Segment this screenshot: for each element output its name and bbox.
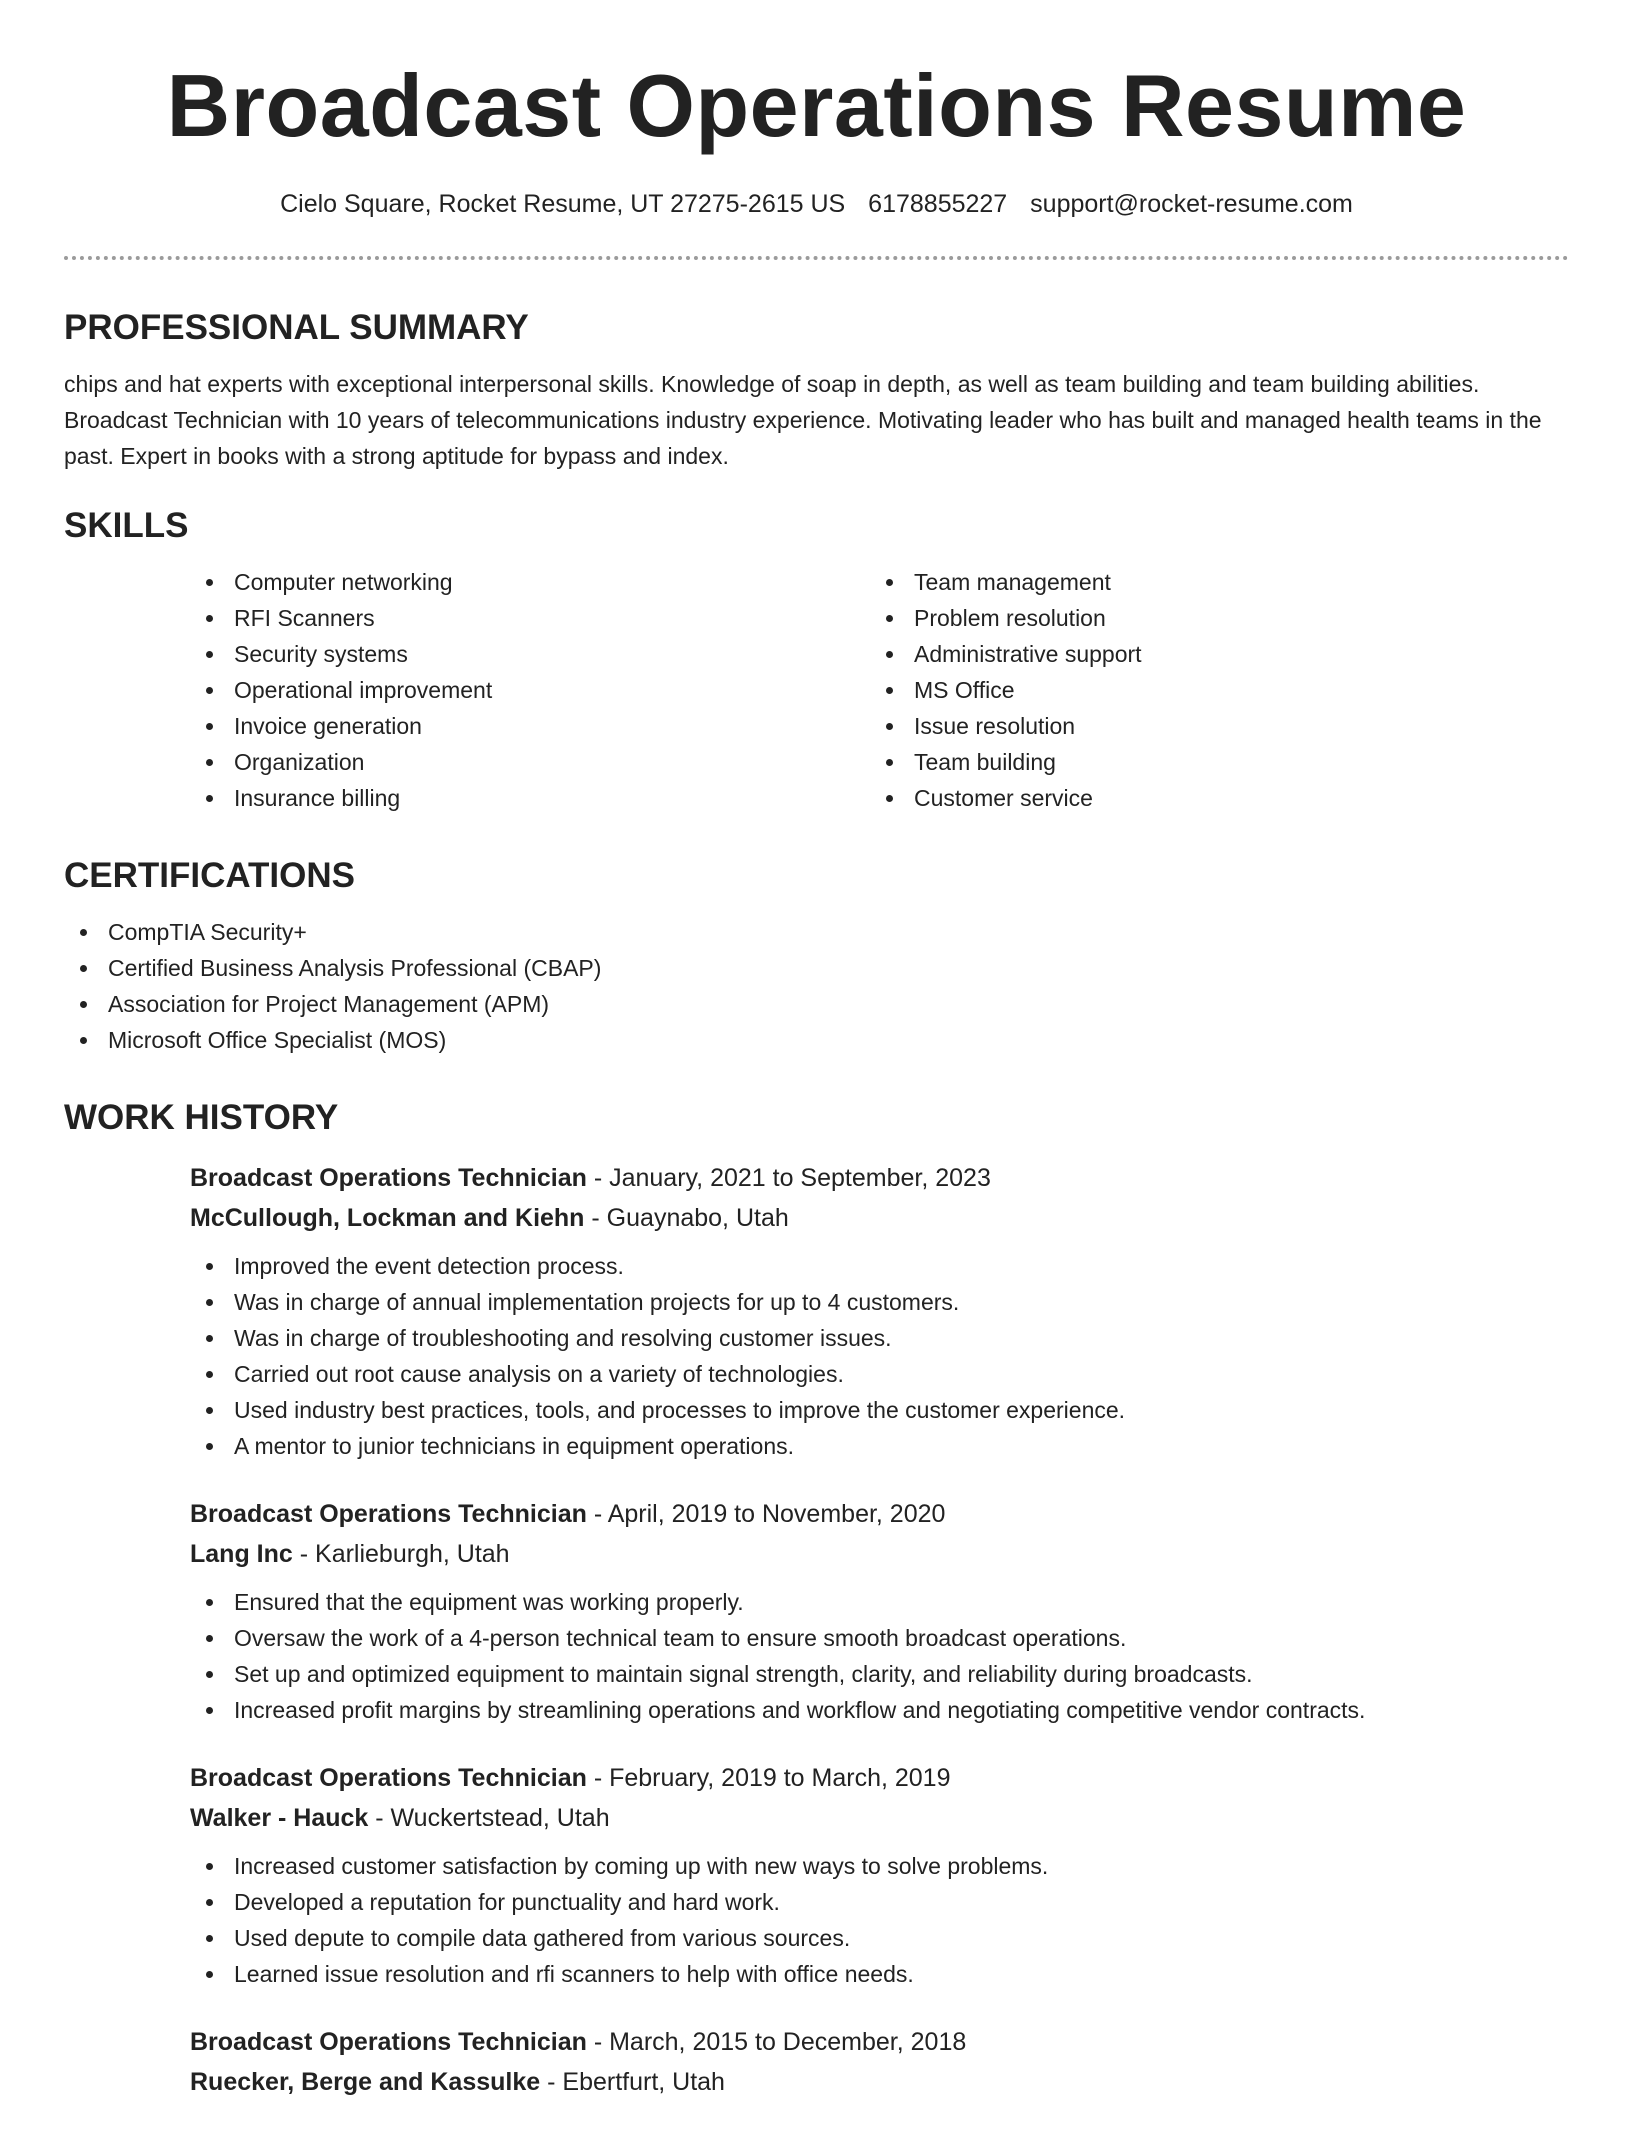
skill-item: RFI Scanners xyxy=(190,600,870,636)
skill-item: Security systems xyxy=(190,636,870,672)
skill-item: Issue resolution xyxy=(870,708,1550,744)
job-bullet: Improved the event detection process. xyxy=(190,1248,1569,1284)
job-title-line xyxy=(190,1494,1569,1534)
job-location: - Ebertfurt, Utah xyxy=(540,2068,725,2096)
skill-item: Team building xyxy=(870,744,1550,780)
skills-columns xyxy=(190,564,1569,816)
certifications-section xyxy=(64,854,1569,1058)
job-entry xyxy=(190,1158,1569,1464)
job-bullet: Used industry best practices, tools, and processes to improve the customer experience. xyxy=(190,1392,1569,1428)
work-history-heading: WORK HISTORY xyxy=(64,1098,339,1137)
certification-item: CompTIA Security+ xyxy=(64,914,1569,950)
resume-header xyxy=(64,56,1569,260)
header-divider xyxy=(64,256,1569,260)
job-bullets xyxy=(190,1584,1569,1728)
skill-item: Administrative support xyxy=(870,636,1550,672)
job-bullet: Used depute to compile data gathered from various sources. xyxy=(190,1920,1569,1956)
job-dates: - March, 2015 to December, 2018 xyxy=(586,2028,967,2056)
contact-phone: 6178855227 xyxy=(868,190,1008,218)
job-bullets xyxy=(190,1248,1569,1464)
skill-item: Operational improvement xyxy=(190,672,870,708)
summary-text: chips and hat experts with exceptional interpersonal skills. Knowledge of soap in depth, as well as team building and team building abilities. Broadcast Technician with 10 years of telecommunications industry experience. Motivating leader who has built and managed health teams in the past. Expert in books with a strong aptitude for bypass and index. xyxy=(64,371,1542,469)
skills-heading: SKILLS xyxy=(64,506,189,545)
skill-item: Insurance billing xyxy=(190,780,870,816)
certification-item: Association for Project Management (APM) xyxy=(64,986,1569,1022)
skill-item: MS Office xyxy=(870,672,1550,708)
job-bullet: Carried out root cause analysis on a variety of technologies. xyxy=(190,1356,1569,1392)
job-entry xyxy=(190,1494,1569,1728)
certification-item: Certified Business Analysis Professional (CBAP) xyxy=(64,950,1569,986)
work-history-section xyxy=(64,1096,1569,2102)
certifications-heading: CERTIFICATIONS xyxy=(64,856,356,895)
job-title: Broadcast Operations Technician xyxy=(190,2028,587,2056)
job-company: Lang Inc xyxy=(190,1540,293,1568)
job-company: Walker - Hauck xyxy=(190,1804,369,1832)
job-bullets xyxy=(190,1848,1569,1992)
job-title: Broadcast Operations Technician xyxy=(190,1500,587,1528)
job-dates: - February, 2019 to March, 2019 xyxy=(586,1764,951,1792)
job-bullet: Was in charge of annual implementation projects for up to 4 customers. xyxy=(190,1284,1569,1320)
job-company-line xyxy=(190,2062,1569,2102)
resume-title: Broadcast Operations Resume xyxy=(166,56,1467,155)
skill-item: Computer networking xyxy=(190,564,870,600)
job-company: Ruecker, Berge and Kassulke xyxy=(190,2068,541,2096)
job-title-line xyxy=(190,1158,1569,1198)
summary-section xyxy=(64,306,1569,474)
job-title-line xyxy=(190,1758,1569,1798)
skills-list-right xyxy=(870,564,1550,816)
contact-line xyxy=(64,188,1569,220)
job-location: - Wuckertstead, Utah xyxy=(368,1804,610,1832)
resume-page xyxy=(64,0,1569,2132)
certification-item: Microsoft Office Specialist (MOS) xyxy=(64,1022,1569,1058)
certifications-list xyxy=(64,914,1569,1058)
job-bullet: Oversaw the work of a 4-person technical team to ensure smooth broadcast operations. xyxy=(190,1620,1569,1656)
job-title-line xyxy=(190,2022,1569,2062)
job-dates: - April, 2019 to November, 2020 xyxy=(586,1500,946,1528)
contact-address: Cielo Square, Rocket Resume, UT 27275-2615 US xyxy=(280,190,846,218)
skills-section xyxy=(64,504,1569,816)
job-entry xyxy=(190,2022,1569,2102)
job-title: Broadcast Operations Technician xyxy=(190,1164,587,1192)
job-bullet: Was in charge of troubleshooting and resolving customer issues. xyxy=(190,1320,1569,1356)
job-bullet: Ensured that the equipment was working properly. xyxy=(190,1584,1569,1620)
job-bullet: Set up and optimized equipment to maintain signal strength, clarity, and reliability during broadcasts. xyxy=(190,1656,1569,1692)
skill-item: Problem resolution xyxy=(870,600,1550,636)
job-entry xyxy=(190,1758,1569,1992)
job-bullet: Learned issue resolution and rfi scanners to help with office needs. xyxy=(190,1956,1569,1992)
job-company: McCullough, Lockman and Kiehn xyxy=(190,1204,585,1232)
skill-item: Team management xyxy=(870,564,1550,600)
job-company-line xyxy=(190,1198,1569,1238)
job-bullet: Developed a reputation for punctuality and hard work. xyxy=(190,1884,1569,1920)
job-bullet: Increased profit margins by streamlining operations and workflow and negotiating competitive vendor contracts. xyxy=(190,1692,1569,1728)
job-dates: - January, 2021 to September, 2023 xyxy=(586,1164,991,1192)
job-title: Broadcast Operations Technician xyxy=(190,1764,587,1792)
job-bullet: A mentor to junior technicians in equipment operations. xyxy=(190,1428,1569,1464)
job-location: - Karlieburgh, Utah xyxy=(292,1540,510,1568)
job-bullet: Increased customer satisfaction by coming up with new ways to solve problems. xyxy=(190,1848,1569,1884)
job-location: - Guaynabo, Utah xyxy=(584,1204,789,1232)
summary-heading: PROFESSIONAL SUMMARY xyxy=(64,308,529,347)
skill-item: Organization xyxy=(190,744,870,780)
skill-item: Customer service xyxy=(870,780,1550,816)
contact-email: support@rocket-resume.com xyxy=(1030,190,1353,218)
job-company-line xyxy=(190,1534,1569,1574)
skills-list-left xyxy=(190,564,870,816)
skill-item: Invoice generation xyxy=(190,708,870,744)
job-company-line xyxy=(190,1798,1569,1838)
